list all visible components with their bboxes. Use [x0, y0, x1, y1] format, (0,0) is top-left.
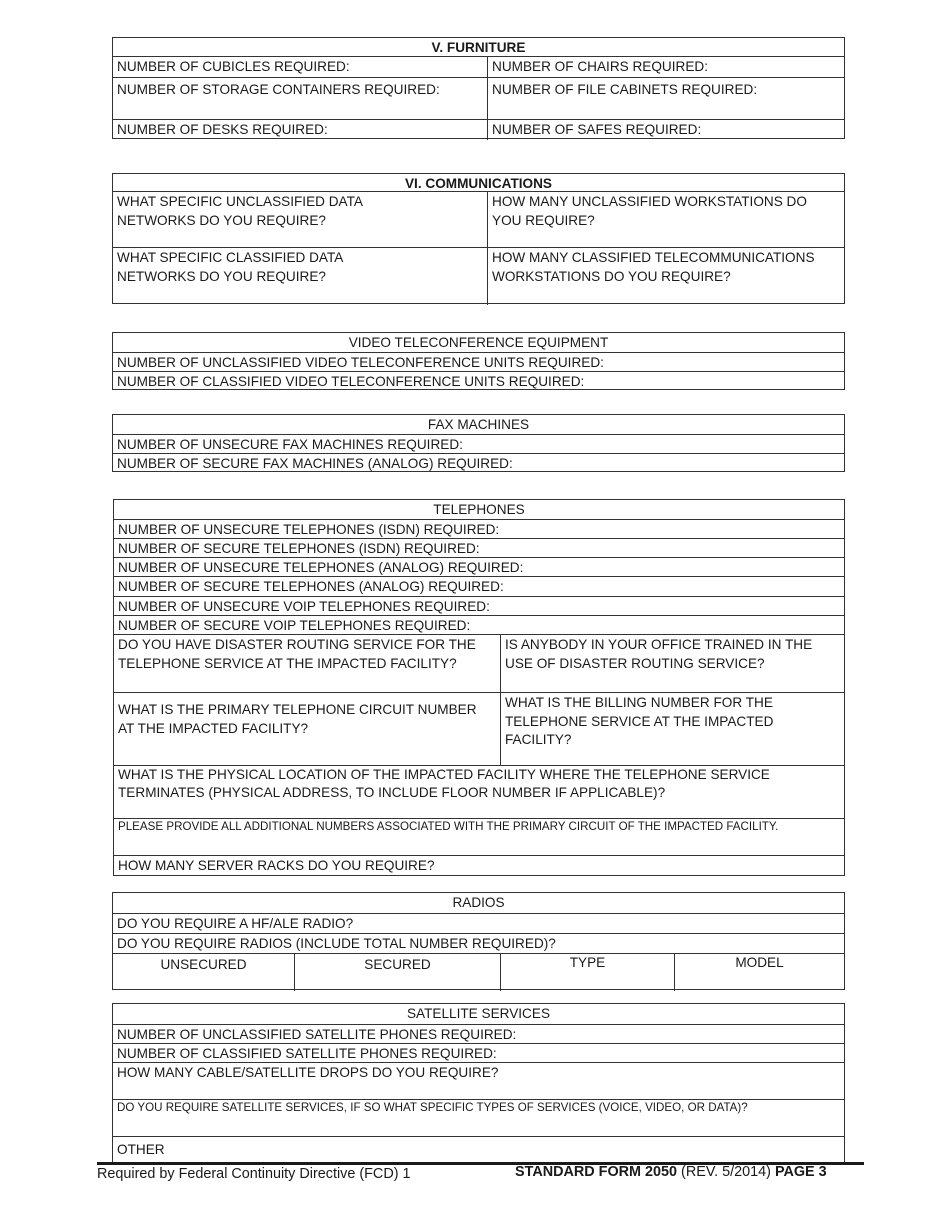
form-name: STANDARD FORM 2050 — [515, 1164, 678, 1180]
radios-required-field[interactable]: DO YOU REQUIRE RADIOS (INCLUDE TOTAL NUMBER REQUIRED)? — [117, 936, 556, 951]
additional-numbers-field[interactable]: PLEASE PROVIDE ALL ADDITIONAL NUMBERS ASSOCIATED WITH THE PRIMARY CIRCUIT OF THE IMPACTED FACILITY. — [118, 820, 779, 833]
secure-analog-field[interactable]: NUMBER OF SECURE TELEPHONES (ANALOG) REQUIRED: — [118, 579, 504, 594]
primary-circuit-field[interactable]: WHAT IS THE PRIMARY TELEPHONE CIRCUIT NUMBER AT THE IMPACTED FACILITY? — [118, 702, 477, 736]
unclassified-vtc-field[interactable]: NUMBER OF UNCLASSIFIED VIDEO TELECONFERENCE UNITS REQUIRED: — [117, 355, 604, 370]
safes-field[interactable]: NUMBER OF SAFES REQUIRED: — [487, 120, 844, 140]
classified-satellite-phones-field[interactable]: NUMBER OF CLASSIFIED SATELLITE PHONES REQUIRED: — [117, 1046, 497, 1061]
telephones-section — [113, 499, 845, 876]
telephones-title: TELEPHONES — [433, 502, 525, 517]
disaster-routing-trained-field[interactable]: IS ANYBODY IN YOUR OFFICE TRAINED IN THE USE OF DISASTER ROUTING SERVICE? — [500, 635, 844, 692]
satellite-section — [112, 1003, 845, 1165]
footer-form-id — [515, 1164, 827, 1180]
radio-model-field[interactable]: MODEL — [674, 954, 844, 991]
fax-section — [112, 414, 845, 472]
secure-isdn-field[interactable]: NUMBER OF SECURE TELEPHONES (ISDN) REQUIRED: — [118, 541, 480, 556]
communications-title: VI. COMMUNICATIONS — [404, 176, 552, 191]
unsecured-radios-field[interactable]: UNSECURED — [160, 957, 247, 972]
secured-radios-field[interactable]: SECURED — [294, 954, 500, 991]
desks-field[interactable]: NUMBER OF DESKS REQUIRED: — [117, 122, 328, 137]
vtc-title: VIDEO TELECONFERENCE EQUIPMENT — [348, 335, 609, 350]
hf-ale-radio-field[interactable]: DO YOU REQUIRE A HF/ALE RADIO? — [117, 916, 354, 931]
footer-directive: Required by Federal Continuity Directive (FCD) 1 — [97, 1166, 411, 1182]
radios-section — [112, 892, 845, 990]
unclassified-workstations-field[interactable]: HOW MANY UNCLASSIFIED WORKSTATIONS DO YOU REQUIRE? — [487, 192, 844, 247]
unclassified-satellite-phones-field[interactable]: NUMBER OF UNCLASSIFIED SATELLITE PHONES REQUIRED: — [117, 1027, 517, 1042]
other-field[interactable]: OTHER — [117, 1142, 165, 1157]
storage-containers-field[interactable]: NUMBER OF STORAGE CONTAINERS REQUIRED: — [117, 82, 440, 97]
secure-fax-field[interactable]: NUMBER OF SECURE FAX MACHINES (ANALOG) REQUIRED: — [117, 456, 513, 471]
unclassified-networks-field[interactable]: WHAT SPECIFIC UNCLASSIFIED DATA NETWORKS DO YOU REQUIRE? — [117, 194, 363, 228]
classified-vtc-field[interactable]: NUMBER OF CLASSIFIED VIDEO TELECONFERENCE UNITS REQUIRED: — [117, 374, 585, 389]
furniture-title: V. FURNITURE — [431, 40, 526, 55]
satellite-title: SATELLITE SERVICES — [406, 1006, 551, 1021]
cubicles-field[interactable]: NUMBER OF CUBICLES REQUIRED: — [117, 59, 350, 74]
disaster-routing-field[interactable]: DO YOU HAVE DISASTER ROUTING SERVICE FOR THE TELEPHONE SERVICE AT THE IMPACTED FACILITY? — [118, 637, 476, 671]
billing-number-field[interactable]: WHAT IS THE BILLING NUMBER FOR THE TELEPHONE SERVICE AT THE IMPACTED FACILITY? — [500, 693, 844, 765]
physical-location-label: WHAT IS THE PHYSICAL LOCATION OF THE IMPACTED FACILITY WHERE THE TELEPHONE SERVICE TERMINATES (PHYSICAL ADDRESS, TO INCLUDE FLOOR NUMBER IF APPLICABLE)? — [118, 767, 770, 800]
satellite-drops-field[interactable]: HOW MANY CABLE/SATELLITE DROPS DO YOU REQUIRE? — [117, 1065, 499, 1080]
page-number: PAGE 3 — [774, 1164, 827, 1180]
unsecure-analog-field[interactable]: NUMBER OF UNSECURE TELEPHONES (ANALOG) REQUIRED: — [118, 560, 524, 575]
satellite-services-field[interactable]: DO YOU REQUIRE SATELLITE SERVICES, IF SO WHAT SPECIFIC TYPES OF SERVICES (VOICE, VIDEO, OR DATA)? — [117, 1101, 748, 1114]
classified-networks-field[interactable]: WHAT SPECIFIC CLASSIFIED DATA NETWORKS DO YOU REQUIRE? — [117, 250, 343, 284]
communications-section — [112, 173, 845, 304]
unsecure-voip-field[interactable]: NUMBER OF UNSECURE VOIP TELEPHONES REQUIRED: — [118, 599, 490, 614]
form-revision: (REV. 5/2014) — [677, 1164, 775, 1180]
furniture-section — [112, 37, 845, 139]
physical-location-field[interactable] — [114, 766, 844, 818]
classified-workstations-field[interactable]: HOW MANY CLASSIFIED TELECOMMUNICATIONS WORKSTATIONS DO YOU REQUIRE? — [487, 248, 844, 305]
secure-voip-field[interactable]: NUMBER OF SECURE VOIP TELEPHONES REQUIRED: — [118, 618, 471, 633]
server-racks-field[interactable]: HOW MANY SERVER RACKS DO YOU REQUIRE? — [118, 858, 435, 873]
radio-type-field[interactable]: TYPE — [500, 954, 674, 991]
vtc-section — [112, 332, 845, 390]
radios-title: RADIOS — [452, 895, 505, 910]
unsecure-isdn-field[interactable]: NUMBER OF UNSECURE TELEPHONES (ISDN) REQUIRED: — [118, 522, 500, 537]
unsecure-fax-field[interactable]: NUMBER OF UNSECURE FAX MACHINES REQUIRED: — [117, 437, 463, 452]
file-cabinets-field[interactable]: NUMBER OF FILE CABINETS REQUIRED: — [487, 78, 844, 119]
chairs-field[interactable]: NUMBER OF CHAIRS REQUIRED: — [487, 57, 844, 77]
fax-title: FAX MACHINES — [427, 417, 530, 432]
